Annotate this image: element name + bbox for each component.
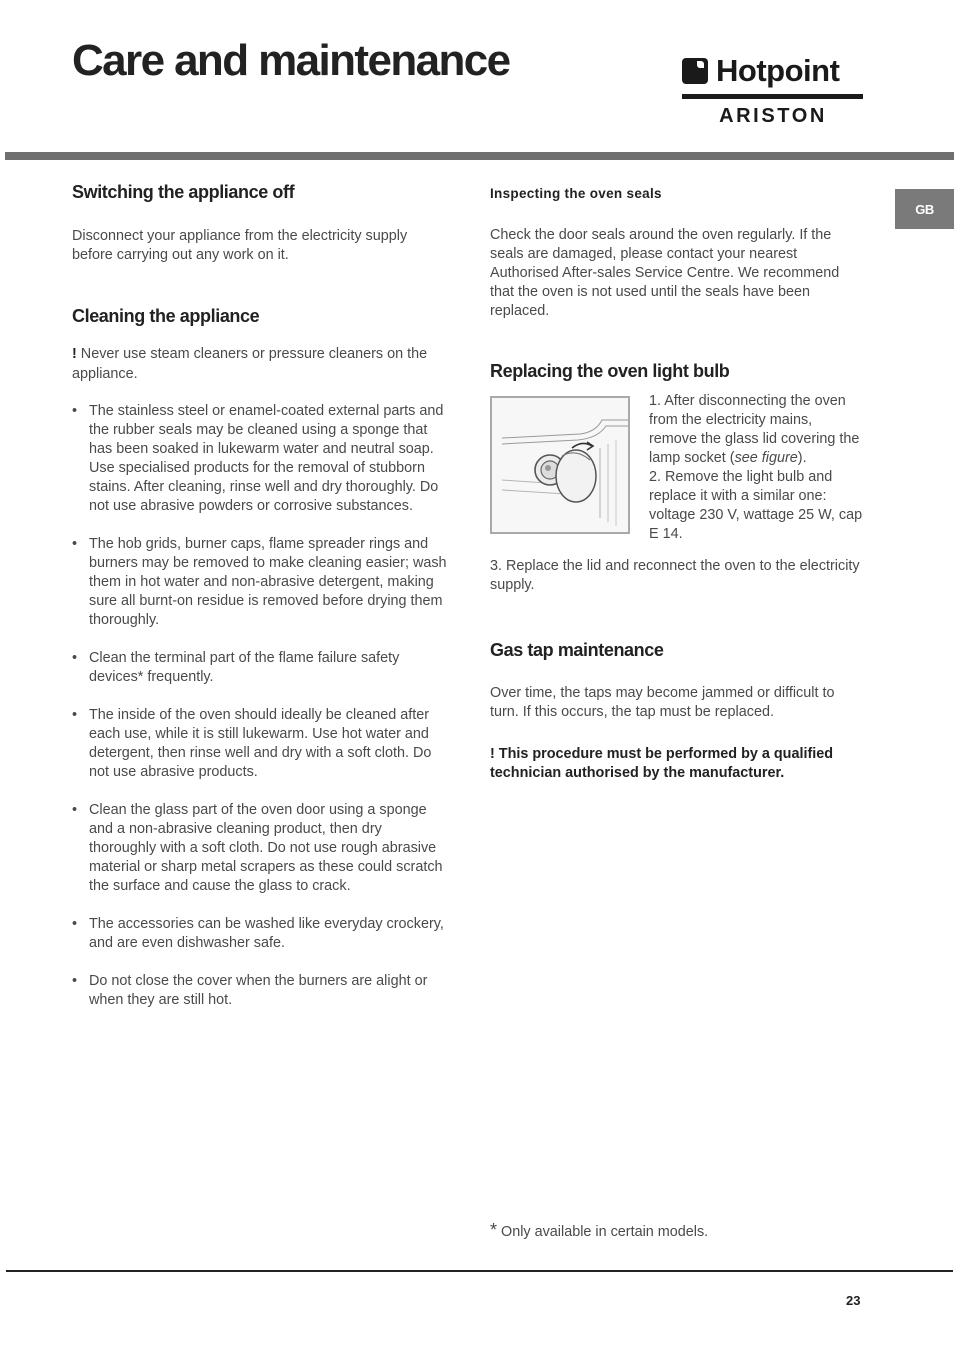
see-figure-ref: see figure (734, 450, 798, 466)
section-heading-cleaning: Cleaning the appliance (72, 306, 260, 326)
list-item: • Clean the glass part of the oven door using a sponge and a non-abrasive cleaning product, then dry thoroughly with a soft cloth. Do not use rough abrasive material or sharp metal scrapers as these could scratch the surface and cause the glass to crack. (72, 801, 447, 896)
bulb-step-2: 2. Remove the light bulb and replace it with a similar one: voltage 230 V, wattage 25 W, cap E 14. (649, 469, 863, 542)
bulb-step-1-text: 1. After disconnecting the oven from the electricity mains, remove the glass lid covering the lamp socket ( (649, 393, 860, 466)
page-title: Care and maintenance (72, 36, 510, 85)
header-rule (5, 152, 954, 160)
list-item: • The stainless steel or enamel-coated external parts and the rubber seals may be cleaned using a sponge that has been soaked in lukewarm water and neutral soap. Use specialised products for the removal of stubborn stains. After cleaning, rinse well and dry thoroughly. Do not use abrasive powders or corrosive substances. (72, 402, 447, 516)
warning-icon: ! (490, 746, 495, 762)
section-heading-gas: Gas tap maintenance (490, 640, 664, 660)
cleaning-warning-text: Never use steam cleaners or pressure cleaners on the appliance. (72, 346, 428, 382)
logo-brand-text: Hotpoint (716, 53, 840, 88)
left-column (72, 180, 447, 1029)
brand-logo (682, 54, 864, 132)
list-item: • Clean the terminal part of the flame failure safety devices* frequently. (72, 649, 447, 687)
list-item: • The accessories can be washed like everyday crockery, and are even dishwasher safe. (72, 915, 447, 953)
right-column (490, 184, 862, 783)
list-item: • The hob grids, burner caps, flame spreader rings and burners may be removed to make cleaning easier; wash them in hot water and non-abrasive detergent, making sure all burnt-on residue is removed before drying them thoroughly. (72, 535, 447, 630)
footnote-text: Only available in certain models. (497, 1224, 709, 1240)
gas-warning (490, 745, 862, 783)
section-heading-switching: Switching the appliance off (72, 182, 295, 202)
list-item: • The inside of the oven should ideally be cleaned after each use, while it is still lukewarm. Use hot water and detergent, then rinse well and dry with a soft cloth. Do not use abrasive products. (72, 706, 447, 782)
seals-body: Check the door seals around the oven regularly. If the seals are damaged, please contact your nearest Authorised After-sales Service Centre. We recommend that the oven is not used until the seals have been replaced. (490, 227, 840, 319)
asterisk-icon: * (490, 1220, 498, 1240)
bulb-step-1-end: ). (797, 450, 807, 466)
language-tab: GB (895, 189, 954, 229)
section-heading-bulb: Replacing the oven light bulb (490, 361, 730, 381)
oven-lamp-figure (490, 396, 630, 534)
cleaning-list (72, 402, 447, 1010)
bulb-step-3: 3. Replace the lid and reconnect the oven to the electricity supply. (490, 558, 860, 593)
logo-sub-text: ARISTON (719, 105, 827, 127)
gas-warning-text: This procedure must be performed by a qualified technician authorised by the manufacturer. (490, 746, 834, 781)
switching-body: Disconnect your appliance from the electricity supply before carrying out any work on it. (72, 228, 408, 263)
oven-lamp-icon (492, 398, 628, 532)
list-item: • Do not close the cover when the burners are alight or when they are still hot. (72, 972, 447, 1010)
logo-mark-icon (682, 58, 708, 84)
bulb-steps (649, 392, 864, 544)
gas-body: Over time, the taps may become jammed or difficult to turn. If this occurs, the tap must be replaced. (490, 685, 835, 720)
cleaning-warning (72, 344, 447, 384)
logo-divider (682, 94, 863, 99)
bulb-step-1 (649, 392, 864, 468)
section-heading-seals: Inspecting the oven seals (490, 186, 662, 201)
footer-rule (6, 1270, 953, 1272)
page-number: 23 (846, 1293, 861, 1308)
warning-icon: ! (72, 346, 77, 362)
footnote (490, 1220, 708, 1241)
